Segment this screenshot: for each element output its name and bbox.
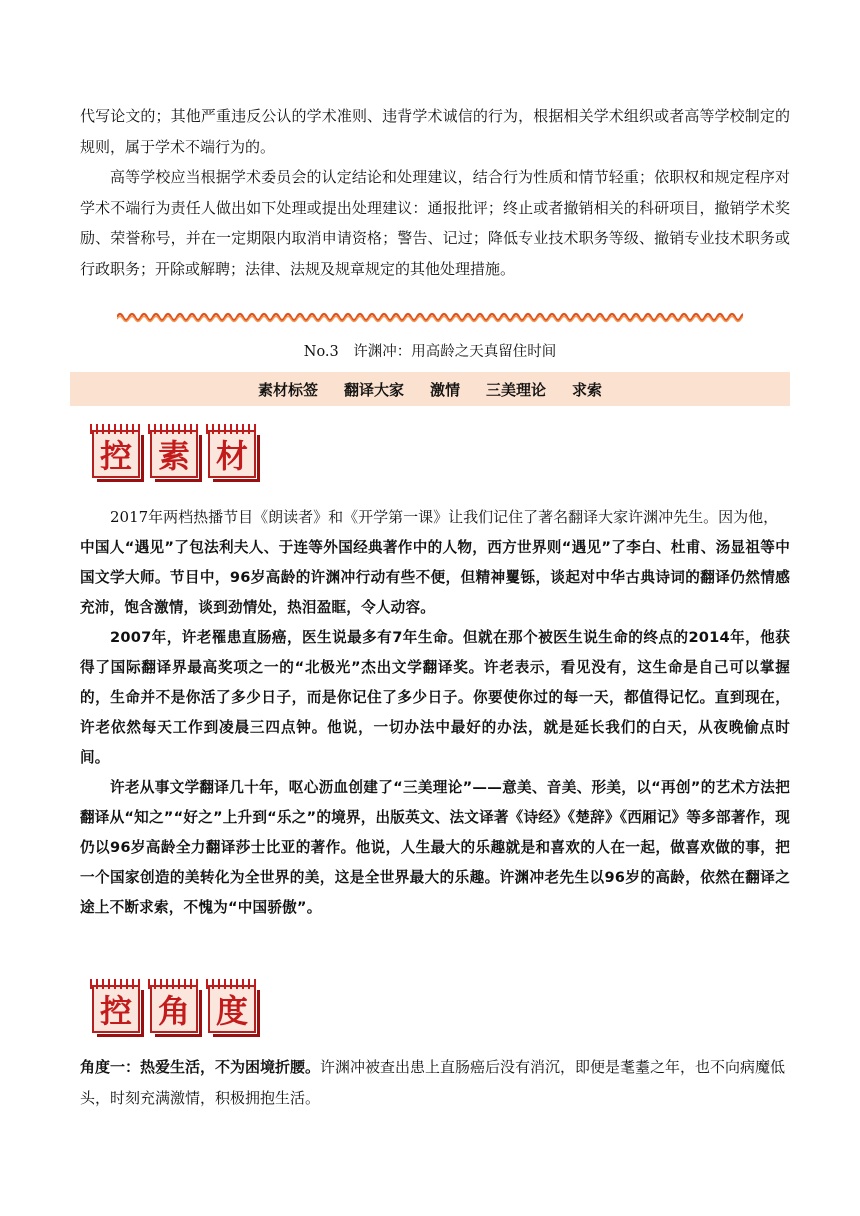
angle-text: 许渊冲被查出患上直肠癌后没有消沉，即便是耄耋之年，也不向病魔低头，时刻充满激情，积极拥抱生活。 [80, 1058, 786, 1107]
intro-paragraph-1: 代写论文的；其他严重违反公认的学术准则、违背学术诚信的行为，根据相关学术组织或者高等学校制定的规则，属于学术不端行为的。 [80, 107, 790, 156]
stamp-char: 角 [150, 985, 198, 1033]
angle-block [80, 1052, 790, 1113]
stamp-char: 控 [92, 430, 140, 478]
material-block [80, 502, 790, 923]
tag-seeking: 求索 [572, 380, 603, 399]
stamp-char: 材 [208, 430, 256, 478]
material-paragraph-1b: 中国人“遇见”了包法利夫人、于连等外国经典著作中的人物，西方世界则“遇见”了李白、杜甫、汤显祖等中国文学大师。节目中，96岁高龄的许渊冲行动有些不便，但精神矍铄，谈起对中华古典诗词的翻译仍然情感充沛，饱含激情，谈到劲情处，热泪盈眶，令人动容。 [80, 538, 790, 616]
stamp-angle [92, 985, 256, 1033]
stamp-char: 度 [208, 985, 256, 1033]
angle-label: 角度一：热爱生活，不为困境折腰。 [80, 1058, 321, 1076]
tag-bar [70, 372, 790, 406]
section-title: No.3 许渊冲：用高龄之天真留住时间 [303, 344, 557, 360]
tag-three-beauties: 三美理论 [486, 380, 547, 399]
tag-passion: 激情 [429, 380, 460, 399]
material-paragraph-2: 2007年，许老罹患直肠癌，医生说最多有7年生命。但就在那个被医生说生命的终点的2014年，他获得了国际翻译界最高奖项之一的“北极光”杰出文学翻译奖。许老表示，看见没有，这生命是自己可以掌握的，生命并不是你活了多少日子，而是你记住了多少日子。你要使你过的每一天，都值得记忆。直到现在，许老依然每天工作到凌晨三四点钟。他说，一切办法中最好的办法，就是延长我们的白天，从夜晚偷点时间。 [80, 628, 790, 766]
intro-block [80, 101, 790, 284]
wave-divider [117, 310, 743, 324]
stamp-char: 控 [92, 985, 140, 1033]
tag-label: 素材标签 [257, 380, 318, 399]
intro-paragraph-2: 高等学校应当根据学术委员会的认定结论和处理建议，结合行为性质和情节轻重；依职权和规定程序对学术不端行为责任人做出如下处理或提出处理建议：通报批评；终止或者撤销相关的科研项目，撤销学术奖励、荣誉称号，并在一定期限内取消申请资格；警告、记过；降低专业技术职务等级、撤销专业技术职务或行政职务；开除或解聘；法律、法规及规章规定的其他处理措施。 [80, 168, 790, 278]
material-paragraph-3: 许老从事文学翻译几十年，呕心沥血创建了“三美理论”——意美、音美、形美，以“再创”的艺术方法把翻译从“知之”“好之”上升到“乐之”的境界，出版英文、法文译著《诗经》《楚辞》《西厢记》等多部著作，现仍以96岁高龄全力翻译莎士比亚的著作。他说，人生最大的乐趣就是和喜欢的人在一起，做喜欢做的事，把一个国家创造的美转化为全世界的美，这是全世界最大的乐趣。许渊冲老先生以96岁的高龄，依然在翻译之途上不断求索，不愧为“中国骄傲”。 [80, 778, 790, 916]
angle-paragraph [80, 1052, 790, 1113]
tag-translation-master: 翻译大家 [343, 380, 404, 399]
material-paragraph-1a: 2017年两档热播节目《朗读者》和《开学第一课》让我们记住了著名翻译大家许渊冲先生。因为他， [110, 508, 779, 526]
stamp-material [92, 430, 256, 478]
stamp-char: 素 [150, 430, 198, 478]
